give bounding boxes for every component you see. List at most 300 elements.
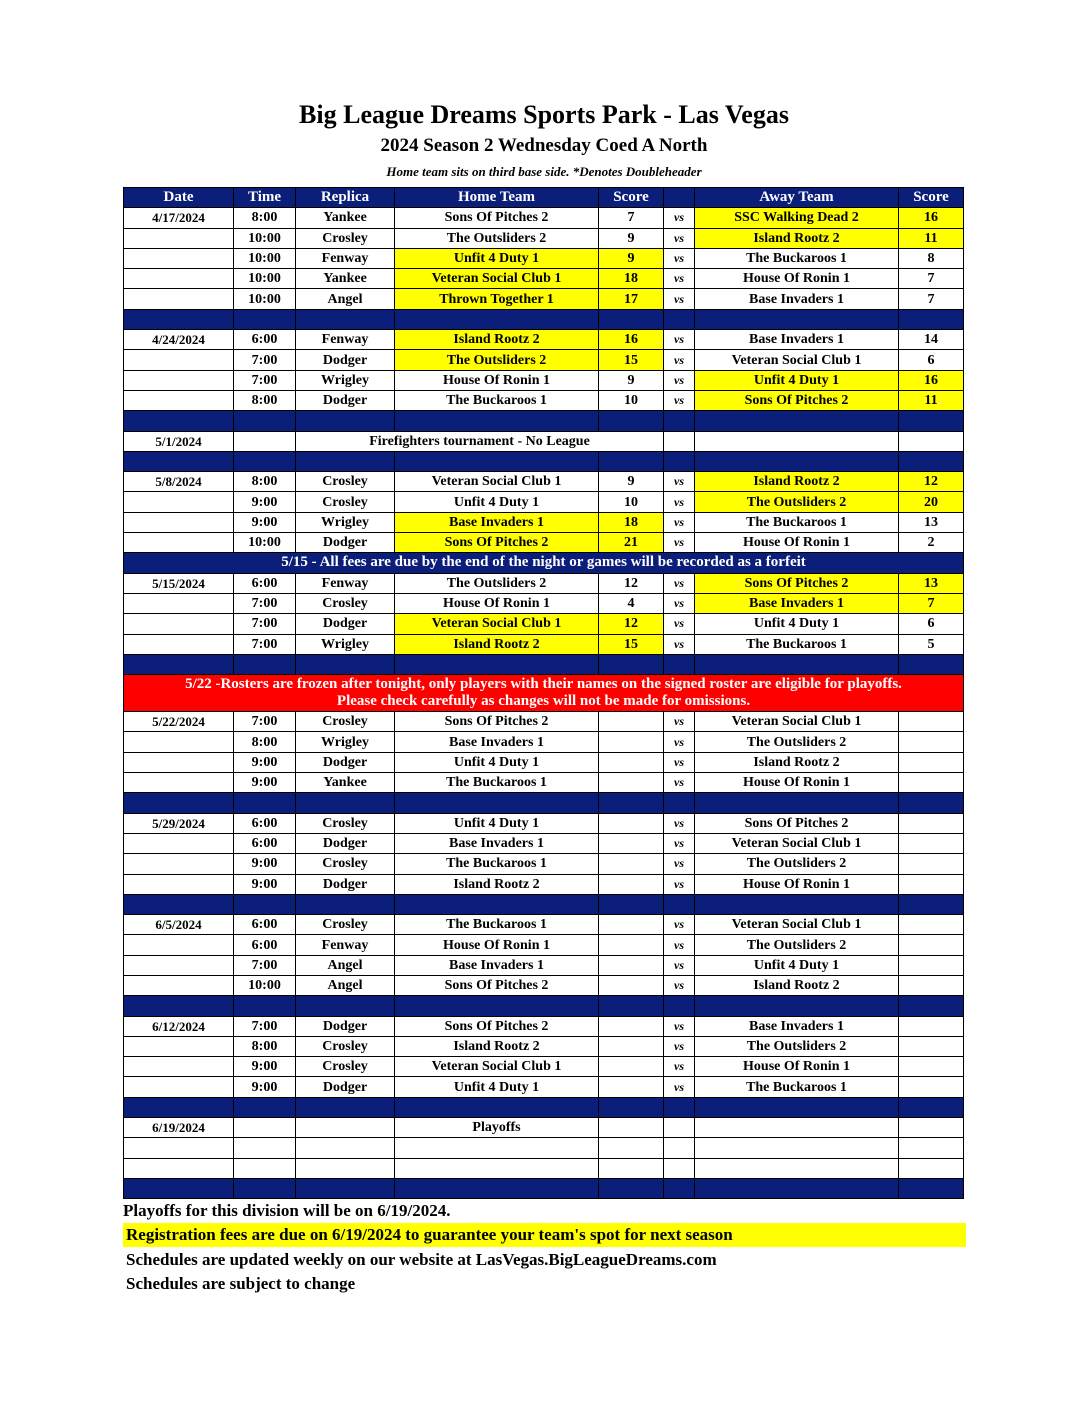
separator-cell — [124, 1178, 234, 1198]
vs-label: vs — [664, 492, 695, 512]
away-team: Base Invaders 1 — [695, 330, 899, 350]
col-header-replica: Replica — [296, 188, 395, 208]
away-team: House Of Ronin 1 — [695, 533, 899, 553]
game-field: Dodger — [296, 833, 395, 853]
game-row — [124, 269, 964, 289]
home-score — [599, 1016, 664, 1036]
vs-label: vs — [664, 208, 695, 228]
away-score: 7 — [899, 269, 964, 289]
empty-cell — [234, 1138, 296, 1158]
game-row — [124, 752, 964, 772]
game-date — [124, 1036, 234, 1056]
separator-cell — [899, 411, 964, 431]
footer-registration-line: Registration fees are due on 6/19/2024 to guarantee your team's spot for next season — [123, 1223, 966, 1247]
game-field: Crosley — [296, 813, 395, 833]
game-date: 5/15/2024 — [124, 573, 234, 593]
empty-cell — [664, 1138, 695, 1158]
col-header-time: Time — [234, 188, 296, 208]
game-row — [124, 712, 964, 732]
game-date — [124, 935, 234, 955]
game-time: 7:00 — [234, 350, 296, 370]
game-date — [124, 1057, 234, 1077]
home-score — [599, 1057, 664, 1077]
home-score: 9 — [599, 248, 664, 268]
game-field: Wrigley — [296, 732, 395, 752]
home-team: Veteran Social Club 1 — [395, 614, 599, 634]
col-header-vs — [664, 188, 695, 208]
game-field: Dodger — [296, 533, 395, 553]
away-score: 12 — [899, 472, 964, 492]
away-score: 20 — [899, 492, 964, 512]
separator-cell — [395, 654, 599, 674]
roster-alert-line-2: Please check carefully as changes will not be made for omissions. — [336, 693, 751, 710]
separator-row — [124, 309, 964, 329]
separator-cell — [664, 1178, 695, 1198]
footer-playoffs-line: Playoffs for this division will be on 6/19/2024. — [123, 1201, 451, 1220]
game-row — [124, 874, 964, 894]
home-score: 12 — [599, 614, 664, 634]
game-field: Fenway — [296, 935, 395, 955]
game-row — [124, 289, 964, 309]
away-team: Veteran Social Club 1 — [695, 833, 899, 853]
game-time: 9:00 — [234, 874, 296, 894]
roster-alert-line-1: 5/22 -Rosters are frozen after tonight, only players with their names on the signed roster are eligible for playoffs. — [185, 676, 902, 693]
separator-cell — [599, 411, 664, 431]
game-date — [124, 228, 234, 248]
away-score: 16 — [899, 208, 964, 228]
col-header-home-team: Home Team — [395, 188, 599, 208]
game-field: Fenway — [296, 248, 395, 268]
playoff-row — [124, 1118, 964, 1138]
separator-cell — [664, 894, 695, 914]
away-team: Veteran Social Club 1 — [695, 915, 899, 935]
game-date — [124, 732, 234, 752]
away-score — [899, 1057, 964, 1077]
event-date: 5/1/2024 — [124, 431, 234, 451]
separator-cell — [234, 451, 296, 471]
separator-cell — [234, 411, 296, 431]
vs-label: vs — [664, 330, 695, 350]
empty-cell — [695, 431, 899, 451]
away-team: Veteran Social Club 1 — [695, 350, 899, 370]
game-time: 6:00 — [234, 813, 296, 833]
game-row — [124, 915, 964, 935]
home-team: Thrown Together 1 — [395, 289, 599, 309]
separator-cell — [664, 451, 695, 471]
away-score — [899, 915, 964, 935]
separator-cell — [664, 411, 695, 431]
game-time: 8:00 — [234, 208, 296, 228]
home-score: 9 — [599, 472, 664, 492]
home-score — [599, 915, 664, 935]
game-row — [124, 370, 964, 390]
game-time: 6:00 — [234, 833, 296, 853]
empty-cell — [296, 1118, 395, 1138]
game-field: Crosley — [296, 593, 395, 613]
roster-alert — [124, 675, 964, 712]
away-score — [899, 975, 964, 995]
game-row — [124, 350, 964, 370]
home-team: Veteran Social Club 1 — [395, 269, 599, 289]
away-score — [899, 1077, 964, 1097]
game-time: 10:00 — [234, 248, 296, 268]
empty-cell — [124, 1138, 234, 1158]
separator-cell — [296, 894, 395, 914]
separator-cell — [695, 451, 899, 471]
separator-cell — [234, 793, 296, 813]
separator-cell — [124, 996, 234, 1016]
away-team: Unfit 4 Duty 1 — [695, 370, 899, 390]
away-score: 2 — [899, 533, 964, 553]
home-score: 18 — [599, 269, 664, 289]
game-field: Angel — [296, 975, 395, 995]
vs-label: vs — [664, 1016, 695, 1036]
game-field: Dodger — [296, 1077, 395, 1097]
away-team: House Of Ronin 1 — [695, 874, 899, 894]
separator-cell — [124, 1097, 234, 1117]
home-score: 16 — [599, 330, 664, 350]
empty-cell — [899, 1118, 964, 1138]
home-team: The Buckaroos 1 — [395, 915, 599, 935]
game-field: Dodger — [296, 752, 395, 772]
game-date — [124, 955, 234, 975]
table-header-row — [124, 188, 964, 208]
separator-cell — [695, 309, 899, 329]
home-team: Unfit 4 Duty 1 — [395, 492, 599, 512]
separator-row — [124, 411, 964, 431]
game-field: Crosley — [296, 1057, 395, 1077]
separator-cell — [664, 1097, 695, 1117]
empty-cell — [695, 1158, 899, 1178]
away-team: House Of Ronin 1 — [695, 1057, 899, 1077]
game-date — [124, 634, 234, 654]
separator-cell — [664, 996, 695, 1016]
separator-cell — [234, 1097, 296, 1117]
separator-cell — [599, 996, 664, 1016]
game-field: Yankee — [296, 773, 395, 793]
game-time: 9:00 — [234, 773, 296, 793]
vs-label: vs — [664, 533, 695, 553]
game-row — [124, 833, 964, 853]
game-row — [124, 614, 964, 634]
game-date — [124, 350, 234, 370]
vs-label: vs — [664, 935, 695, 955]
game-time: 9:00 — [234, 492, 296, 512]
home-score: 18 — [599, 512, 664, 532]
game-row — [124, 390, 964, 410]
home-team: Unfit 4 Duty 1 — [395, 752, 599, 772]
away-team: Base Invaders 1 — [695, 289, 899, 309]
game-row — [124, 975, 964, 995]
game-date — [124, 752, 234, 772]
vs-label: vs — [664, 370, 695, 390]
game-row — [124, 634, 964, 654]
separator-cell — [124, 654, 234, 674]
home-team: Base Invaders 1 — [395, 732, 599, 752]
vs-label: vs — [664, 634, 695, 654]
home-team: Island Rootz 2 — [395, 1036, 599, 1056]
away-team: The Buckaroos 1 — [695, 634, 899, 654]
game-date — [124, 533, 234, 553]
schedule-table — [123, 187, 964, 1199]
away-team: Island Rootz 2 — [695, 975, 899, 995]
separator-cell — [234, 996, 296, 1016]
vs-label: vs — [664, 915, 695, 935]
vs-label: vs — [664, 833, 695, 853]
vs-label: vs — [664, 955, 695, 975]
game-date — [124, 874, 234, 894]
vs-label: vs — [664, 752, 695, 772]
home-team: Island Rootz 2 — [395, 634, 599, 654]
game-time: 7:00 — [234, 614, 296, 634]
game-row — [124, 955, 964, 975]
away-score — [899, 712, 964, 732]
separator-row — [124, 1097, 964, 1117]
empty-cell — [599, 1158, 664, 1178]
home-score: 21 — [599, 533, 664, 553]
vs-label: vs — [664, 593, 695, 613]
home-score — [599, 1036, 664, 1056]
away-score: 11 — [899, 390, 964, 410]
separator-cell — [124, 451, 234, 471]
game-row — [124, 935, 964, 955]
game-time: 9:00 — [234, 854, 296, 874]
game-time: 7:00 — [234, 593, 296, 613]
empty-cell — [234, 1118, 296, 1138]
game-date — [124, 1077, 234, 1097]
empty-cell — [395, 1158, 599, 1178]
vs-label: vs — [664, 1036, 695, 1056]
game-field: Crosley — [296, 472, 395, 492]
game-field: Fenway — [296, 330, 395, 350]
game-field: Fenway — [296, 573, 395, 593]
home-score — [599, 833, 664, 853]
home-team: Base Invaders 1 — [395, 955, 599, 975]
empty-cell — [899, 1138, 964, 1158]
game-row — [124, 492, 964, 512]
col-header-home-score: Score — [599, 188, 664, 208]
home-score: 10 — [599, 390, 664, 410]
playoff-date: 6/19/2024 — [124, 1118, 234, 1138]
home-score — [599, 1077, 664, 1097]
game-field: Wrigley — [296, 512, 395, 532]
empty-cell — [395, 1138, 599, 1158]
fee-notice: 5/15 - All fees are due by the end of the night or games will be recorded as a forfeit — [124, 553, 964, 573]
game-row — [124, 1016, 964, 1036]
fee-notice-row — [124, 553, 964, 573]
home-score — [599, 975, 664, 995]
separator-cell — [695, 654, 899, 674]
vs-label: vs — [664, 512, 695, 532]
col-header-away-score: Score — [899, 188, 964, 208]
game-date — [124, 614, 234, 634]
separator-cell — [599, 1178, 664, 1198]
away-score: 6 — [899, 350, 964, 370]
away-score: 11 — [899, 228, 964, 248]
game-date: 6/12/2024 — [124, 1016, 234, 1036]
game-date — [124, 975, 234, 995]
away-team: Unfit 4 Duty 1 — [695, 955, 899, 975]
home-score — [599, 874, 664, 894]
separator-cell — [599, 1097, 664, 1117]
away-score — [899, 813, 964, 833]
game-time: 10:00 — [234, 975, 296, 995]
away-score — [899, 955, 964, 975]
event-row — [124, 431, 964, 451]
home-score: 9 — [599, 370, 664, 390]
home-team: Sons Of Pitches 2 — [395, 712, 599, 732]
away-score: 6 — [899, 614, 964, 634]
vs-label: vs — [664, 390, 695, 410]
away-score — [899, 935, 964, 955]
separator-cell — [899, 793, 964, 813]
away-score: 16 — [899, 370, 964, 390]
home-team: The Outsliders 2 — [395, 350, 599, 370]
game-date — [124, 269, 234, 289]
separator-cell — [899, 1178, 964, 1198]
game-field: Wrigley — [296, 634, 395, 654]
vs-label: vs — [664, 874, 695, 894]
game-field: Crosley — [296, 854, 395, 874]
game-date — [124, 492, 234, 512]
separator-row — [124, 654, 964, 674]
game-date — [124, 370, 234, 390]
home-score: 10 — [599, 492, 664, 512]
separator-cell — [599, 451, 664, 471]
home-team: Veteran Social Club 1 — [395, 1057, 599, 1077]
vs-label: vs — [664, 854, 695, 874]
separator-row — [124, 894, 964, 914]
empty-cell — [599, 1138, 664, 1158]
away-team: SSC Walking Dead 2 — [695, 208, 899, 228]
game-row — [124, 813, 964, 833]
away-team: Sons Of Pitches 2 — [695, 813, 899, 833]
away-team: The Buckaroos 1 — [695, 1077, 899, 1097]
game-row — [124, 593, 964, 613]
separator-cell — [296, 309, 395, 329]
home-score: 9 — [599, 228, 664, 248]
game-row — [124, 732, 964, 752]
home-score: 7 — [599, 208, 664, 228]
vs-label: vs — [664, 289, 695, 309]
away-score — [899, 752, 964, 772]
vs-label: vs — [664, 975, 695, 995]
away-score: 13 — [899, 512, 964, 532]
game-date — [124, 854, 234, 874]
home-team: The Buckaroos 1 — [395, 390, 599, 410]
home-score — [599, 813, 664, 833]
page-subtitle: 2024 Season 2 Wednesday Coed A North — [380, 135, 708, 156]
home-team: House Of Ronin 1 — [395, 593, 599, 613]
game-field: Crosley — [296, 712, 395, 732]
blank-row — [124, 1158, 964, 1178]
separator-cell — [695, 996, 899, 1016]
game-row — [124, 330, 964, 350]
away-team: House Of Ronin 1 — [695, 269, 899, 289]
game-field: Dodger — [296, 390, 395, 410]
game-time: 9:00 — [234, 1057, 296, 1077]
home-score: 12 — [599, 573, 664, 593]
away-score: 13 — [899, 573, 964, 593]
home-score: 4 — [599, 593, 664, 613]
game-time: 9:00 — [234, 1077, 296, 1097]
game-date — [124, 248, 234, 268]
game-time: 6:00 — [234, 330, 296, 350]
away-team: The Outsliders 2 — [695, 492, 899, 512]
game-date — [124, 390, 234, 410]
home-team: Sons Of Pitches 2 — [395, 1016, 599, 1036]
home-score: 15 — [599, 350, 664, 370]
game-time: 7:00 — [234, 955, 296, 975]
home-team: The Buckaroos 1 — [395, 773, 599, 793]
separator-cell — [124, 309, 234, 329]
separator-cell — [599, 793, 664, 813]
game-date — [124, 833, 234, 853]
separator-cell — [899, 996, 964, 1016]
game-time: 7:00 — [234, 1016, 296, 1036]
separator-row — [124, 793, 964, 813]
home-team: Island Rootz 2 — [395, 330, 599, 350]
game-field: Angel — [296, 955, 395, 975]
empty-cell — [695, 1118, 899, 1138]
home-score — [599, 935, 664, 955]
away-team: The Outsliders 2 — [695, 732, 899, 752]
game-row — [124, 773, 964, 793]
separator-cell — [695, 1097, 899, 1117]
away-score — [899, 854, 964, 874]
game-field: Yankee — [296, 208, 395, 228]
vs-label: vs — [664, 472, 695, 492]
footer-website-line: Schedules are updated weekly on our website at LasVegas.BigLeagueDreams.com — [126, 1250, 717, 1269]
away-team: House Of Ronin 1 — [695, 773, 899, 793]
separator-cell — [695, 793, 899, 813]
vs-label: vs — [664, 614, 695, 634]
home-team: Veteran Social Club 1 — [395, 472, 599, 492]
game-time: 10:00 — [234, 289, 296, 309]
separator-cell — [695, 1178, 899, 1198]
game-field: Dodger — [296, 614, 395, 634]
empty-cell — [695, 1138, 899, 1158]
footer-disclaimer-line: Schedules are subject to change — [126, 1274, 356, 1293]
roster-alert-row — [124, 675, 964, 712]
game-date: 4/17/2024 — [124, 208, 234, 228]
home-team: The Outsliders 2 — [395, 228, 599, 248]
away-score: 7 — [899, 289, 964, 309]
home-team: The Outsliders 2 — [395, 573, 599, 593]
separator-cell — [395, 411, 599, 431]
separator-row — [124, 996, 964, 1016]
col-header-away-team: Away Team — [695, 188, 899, 208]
separator-cell — [124, 793, 234, 813]
game-time: 10:00 — [234, 269, 296, 289]
game-row — [124, 228, 964, 248]
game-field: Crosley — [296, 1036, 395, 1056]
away-score — [899, 833, 964, 853]
game-date: 6/5/2024 — [124, 915, 234, 935]
game-field: Dodger — [296, 1016, 395, 1036]
game-row — [124, 573, 964, 593]
separator-cell — [695, 894, 899, 914]
away-team: Base Invaders 1 — [695, 593, 899, 613]
empty-cell — [124, 1158, 234, 1178]
empty-cell — [296, 1158, 395, 1178]
away-team: Sons Of Pitches 2 — [695, 390, 899, 410]
away-team: The Outsliders 2 — [695, 854, 899, 874]
home-team: Unfit 4 Duty 1 — [395, 248, 599, 268]
empty-cell — [899, 1158, 964, 1178]
game-row — [124, 248, 964, 268]
separator-cell — [296, 996, 395, 1016]
